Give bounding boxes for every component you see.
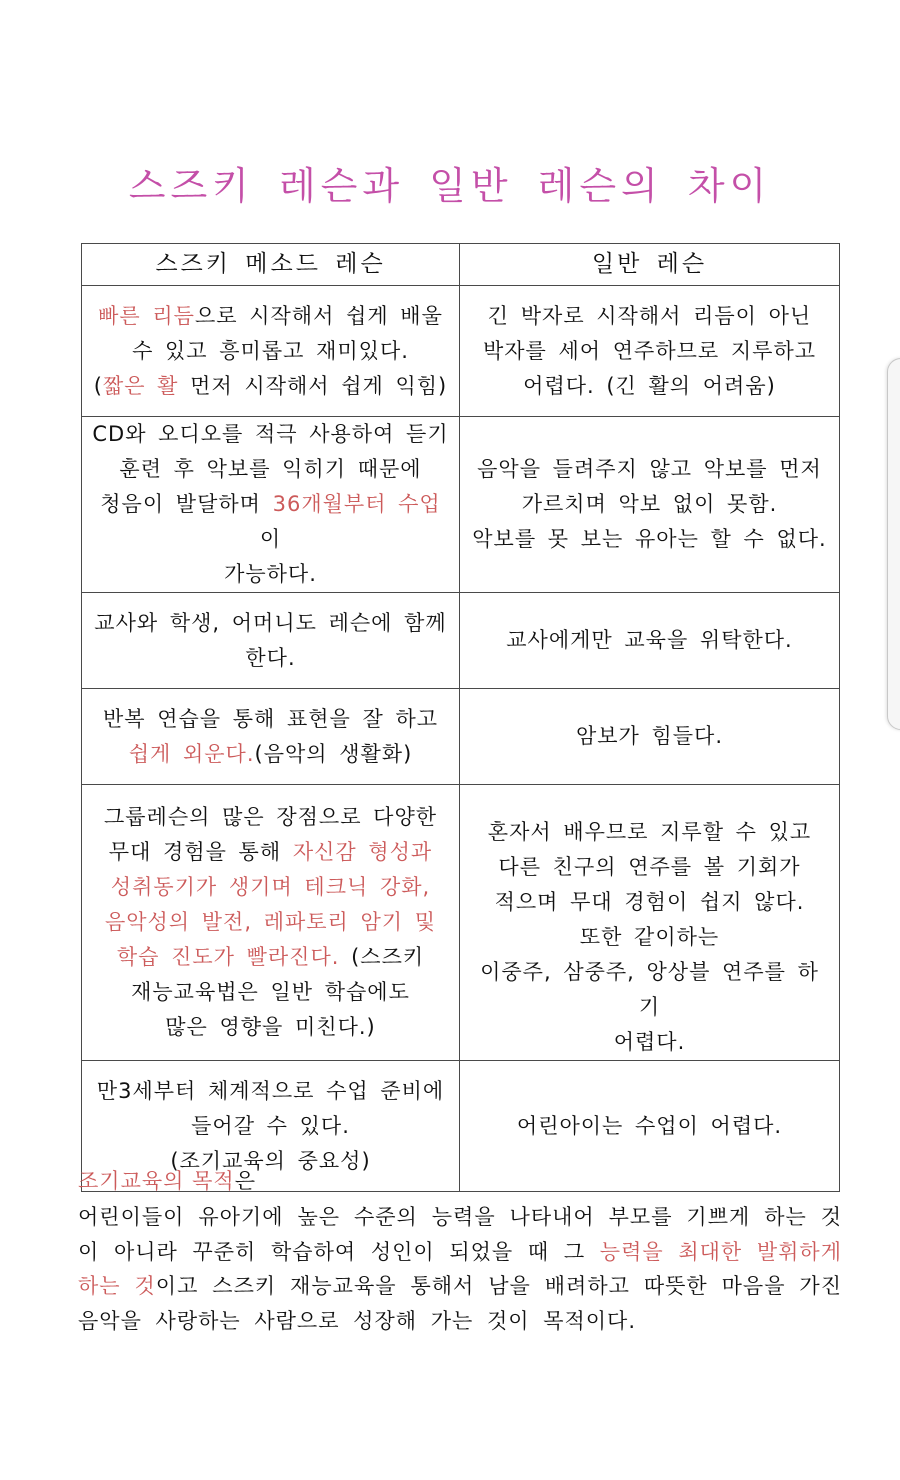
general-cell	[460, 785, 840, 1061]
cell-line: 교사에게만 교육을 위탁한다.	[506, 628, 793, 652]
cell-line: 이중주, 삼중주, 앙상블 연주를 하기	[480, 960, 819, 1019]
cell-line: 음악을 들려주지 않고 악보를 먼저	[477, 457, 822, 481]
highlight-text: 학습 진도가 빨라진다.	[116, 945, 340, 969]
cell-line	[92, 835, 449, 870]
paragraph-text: 어린이들이 유아기에 높은 수준의 능력을 나타내어 부모를 기쁘게 하는 것이 아니라 꾸준히 학습하여 성인이 되었을 때 그	[78, 1205, 842, 1264]
cell-line	[92, 737, 449, 772]
cell-line: 훈련 후 악보를 익히기 때문에	[119, 457, 422, 481]
general-cell	[460, 286, 840, 417]
highlight-text: 능력을 최대한 발휘하게 하는 것	[78, 1239, 842, 1298]
cell-line: (조기교육의 중요성)	[170, 1148, 371, 1173]
cell-line: 어린아이는 수업이 어렵다.	[516, 1113, 783, 1138]
cell-line: 긴 박자로 시작해서 리듬이 아닌	[487, 303, 812, 328]
highlight-line: 음악성의 발전, 레파토리 암기 및	[104, 910, 437, 934]
cell-line: 재능교육법은 일반 학습에도	[131, 980, 410, 1004]
general-cell	[460, 593, 840, 689]
suzuki-cell	[82, 785, 460, 1061]
heading-suffix: 은	[234, 1169, 256, 1193]
cell-line: 만3세부터 체계적으로 수업 준비에	[96, 1078, 445, 1103]
suzuki-cell	[82, 689, 460, 785]
table-row	[82, 593, 840, 689]
general-cell	[460, 1061, 840, 1192]
table-row	[82, 286, 840, 417]
cell-line: 수 있고 흥미롭고 재미있다.	[132, 338, 409, 363]
cell-line: 적으며 무대 경험이 쉽지 않다.	[494, 890, 805, 914]
cell-line: 암보가 힘들다.	[575, 724, 724, 748]
highlight-text: 36개월부터 수업	[272, 492, 441, 516]
highlight-text: 자신감 형성과	[292, 840, 433, 864]
cell-line: 많은 영향을 미친다.)	[165, 1015, 376, 1039]
cell-line	[92, 940, 449, 975]
table-row	[82, 689, 840, 785]
cell-line: 들어갈 수 있다.	[191, 1113, 350, 1138]
cell-line: 악보를 못 보는 유아는 할 수 없다.	[472, 527, 827, 551]
purpose-heading	[78, 1165, 256, 1195]
cell-line: 가르치며 악보 없이 못함.	[521, 492, 778, 516]
general-cell	[460, 689, 840, 785]
highlight-text: 짧은 활	[102, 373, 179, 398]
cell-text: 먼저 시작해서 쉽게 익힘)	[178, 373, 448, 398]
page-title: 스즈키 레슨과 일반 레슨의 차이	[128, 164, 772, 208]
paragraph-text: 이고 스즈키 재능교육을 통해서 남을 배려하고 따뜻한 마음을 가진 음악을 사랑하는 사람으로 성장해 가는 것이 목적이다.	[78, 1274, 842, 1333]
table-header-row	[82, 244, 840, 286]
highlight-text: 쉽게 외운다.	[128, 741, 255, 766]
highlight-text: 빠른 리듬	[98, 303, 195, 328]
cell-text: 으로 시작해서 쉽게 배울	[194, 303, 443, 328]
cell-text: (음악의 생활화)	[254, 741, 413, 766]
cell-text: 무대 경험을 통해	[108, 840, 293, 864]
cell-line: 반복 연습을 통해 표현을 잘 하고	[102, 706, 439, 731]
side-scroll-handle[interactable]	[887, 358, 900, 730]
column-header-suzuki: 스즈키 메소드 레슨	[82, 244, 460, 286]
general-cell	[460, 417, 840, 593]
cell-line	[92, 369, 449, 404]
cell-text: 이	[259, 527, 282, 551]
cell-line: 어렵다.	[613, 1030, 686, 1054]
suzuki-cell	[82, 286, 460, 417]
table-row	[82, 417, 840, 593]
cell-line: 또한 같이하는	[579, 925, 720, 949]
cell-line: 박자를 세어 연주하므로 지루하고	[482, 338, 817, 363]
cell-line: 다른 친구의 연주를 볼 기회가	[498, 855, 801, 879]
cell-line: 가능하다.	[224, 562, 317, 586]
suzuki-cell	[82, 417, 460, 593]
cell-line	[92, 299, 449, 334]
highlight-text: 조기교육의 목적	[78, 1169, 235, 1193]
highlight-line: 성취동기가 생기며 테크닉 강화,	[110, 875, 431, 899]
cell-text: 청음이 발달하며	[100, 492, 273, 516]
cell-line: 한다.	[245, 645, 296, 670]
cell-text: (스즈키	[339, 945, 425, 969]
cell-line	[92, 487, 449, 557]
purpose-paragraph	[78, 1200, 842, 1338]
cell-line: 어렵다. (긴 활의 어려움)	[523, 373, 776, 398]
cell-line: 혼자서 배우므로 지루할 수 있고	[487, 820, 812, 844]
cell-line: CD와 오디오를 적극 사용하여 듣기	[92, 422, 449, 446]
suzuki-cell	[82, 593, 460, 689]
comparison-table	[81, 243, 840, 1192]
cell-line: 교사와 학생, 어머니도 레슨에 함께	[94, 610, 447, 635]
cell-text: (	[93, 373, 103, 398]
table-row	[82, 785, 840, 1061]
column-header-general: 일반 레슨	[460, 244, 840, 286]
cell-line: 그룹레슨의 많은 장점으로 다양한	[103, 805, 438, 829]
